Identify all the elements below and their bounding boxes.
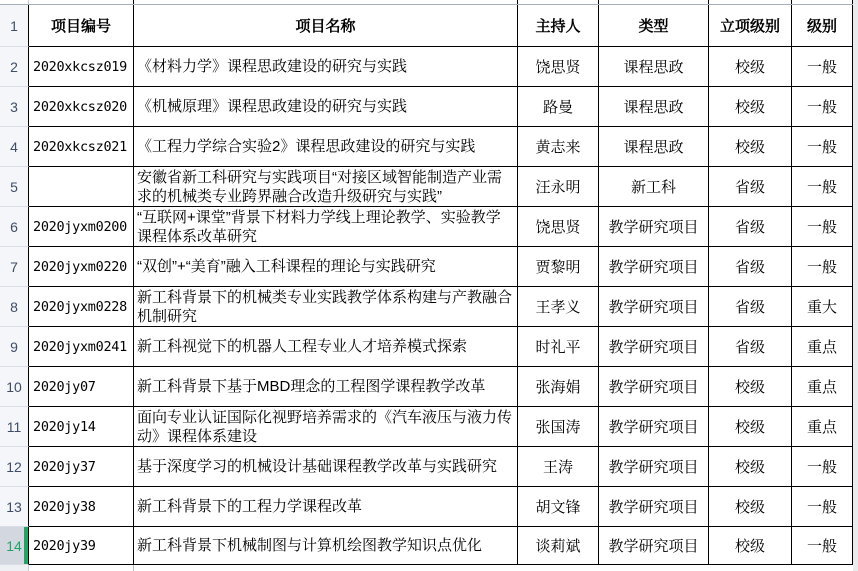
approval-level-cell[interactable]: 省级 bbox=[709, 327, 792, 367]
project-code-cell[interactable]: 2020jy38 bbox=[29, 487, 134, 527]
approval-level-cell[interactable]: 校级 bbox=[709, 367, 792, 407]
approval-level-cell[interactable]: 校级 bbox=[709, 127, 792, 167]
row-number-cell[interactable]: 7 bbox=[0, 247, 29, 287]
project-name-cell[interactable]: 新工科背景下机械制图与计算机绘图教学知识点优化 bbox=[134, 527, 518, 565]
partial-row-header bbox=[0, 565, 29, 571]
row-number-cell[interactable]: 9 bbox=[0, 327, 29, 367]
row-number-cell[interactable]: 11 bbox=[0, 407, 29, 447]
type-cell[interactable]: 教学研究项目 bbox=[599, 287, 709, 327]
approval-level-cell[interactable]: 校级 bbox=[709, 407, 792, 447]
type-cell[interactable]: 教学研究项目 bbox=[599, 207, 709, 247]
row-number-cell[interactable]: 1 bbox=[0, 5, 29, 47]
leader-cell[interactable]: 张海娟 bbox=[518, 367, 599, 407]
grade-cell[interactable]: 重点 bbox=[792, 327, 853, 367]
grade-cell[interactable]: 一般 bbox=[792, 127, 853, 167]
leader-cell[interactable]: 路曼 bbox=[518, 87, 599, 127]
project-name-cell[interactable]: 《机械原理》课程思政建设的研究与实践 bbox=[134, 87, 518, 127]
table-row bbox=[0, 407, 853, 447]
project-code-cell[interactable]: 2020jyxm0241 bbox=[29, 327, 134, 367]
project-code-cell[interactable]: 2020jyxm0228 bbox=[29, 287, 134, 327]
leader-cell[interactable]: 饶思贤 bbox=[518, 47, 599, 87]
type-cell[interactable]: 教学研究项目 bbox=[599, 247, 709, 287]
project-code-cell[interactable]: 2020jy07 bbox=[29, 367, 134, 407]
project-name-cell[interactable]: 新工科背景下基于MBD理念的工程图学课程教学改革 bbox=[134, 367, 518, 407]
column-header-approval-level[interactable]: 立项级别 bbox=[709, 5, 792, 47]
row-number-cell[interactable]: 8 bbox=[0, 287, 29, 327]
table-row bbox=[0, 367, 853, 407]
project-name-cell[interactable]: 新工科背景下的工程力学课程改革 bbox=[134, 487, 518, 527]
row-number-cell[interactable]: 10 bbox=[0, 367, 29, 407]
table-row bbox=[0, 487, 853, 527]
grade-cell[interactable]: 一般 bbox=[792, 247, 853, 287]
project-name-cell[interactable]: 新工科视觉下的机器人工程专业人才培养模式探索 bbox=[134, 327, 518, 367]
approval-level-cell[interactable]: 校级 bbox=[709, 47, 792, 87]
row-number-cell[interactable]: 6 bbox=[0, 207, 29, 247]
project-code-cell[interactable]: 2020jy37 bbox=[29, 447, 134, 487]
sheet-right-gutter bbox=[853, 0, 858, 571]
type-cell[interactable]: 课程思政 bbox=[599, 47, 709, 87]
row-number-cell[interactable]: 13 bbox=[0, 487, 29, 527]
leader-cell[interactable]: 汪永明 bbox=[518, 167, 599, 207]
project-code-cell[interactable]: 2020jyxm0200 bbox=[29, 207, 134, 247]
leader-cell[interactable]: 黄志来 bbox=[518, 127, 599, 167]
table-row bbox=[0, 287, 853, 327]
approval-level-cell[interactable]: 省级 bbox=[709, 287, 792, 327]
leader-cell[interactable]: 王孝义 bbox=[518, 287, 599, 327]
table-header-row bbox=[0, 5, 853, 47]
approval-level-cell[interactable]: 校级 bbox=[709, 527, 792, 565]
type-cell[interactable]: 课程思政 bbox=[599, 127, 709, 167]
leader-cell[interactable]: 贾黎明 bbox=[518, 247, 599, 287]
project-name-cell[interactable]: 安徽省新工科研究与实践项目“对接区域智能制造产业需求的机械类专业跨界融合改造升级研究与实践” bbox=[134, 167, 518, 207]
column-header-grade[interactable]: 级别 bbox=[792, 5, 853, 47]
leader-cell[interactable]: 王涛 bbox=[518, 447, 599, 487]
project-name-cell[interactable]: 《材料力学》课程思政建设的研究与实践 bbox=[134, 47, 518, 87]
row-number-cell[interactable]: 3 bbox=[0, 87, 29, 127]
approval-level-cell[interactable]: 校级 bbox=[709, 447, 792, 487]
project-name-cell[interactable]: 《工程力学综合实验2》课程思政建设的研究与实践 bbox=[134, 127, 518, 167]
project-code-cell[interactable]: 2020xkcsz021 bbox=[29, 127, 134, 167]
leader-cell[interactable]: 时礼平 bbox=[518, 327, 599, 367]
type-cell[interactable]: 教学研究项目 bbox=[599, 527, 709, 565]
row-number-cell[interactable]: 12 bbox=[0, 447, 29, 487]
row-number-cell[interactable]: 2 bbox=[0, 47, 29, 87]
type-cell[interactable]: 教学研究项目 bbox=[599, 447, 709, 487]
leader-cell[interactable]: 谈莉斌 bbox=[518, 527, 599, 565]
column-header-type[interactable]: 类型 bbox=[599, 5, 709, 47]
approval-level-cell[interactable]: 省级 bbox=[709, 247, 792, 287]
table-row bbox=[0, 207, 853, 247]
grade-cell[interactable]: 一般 bbox=[792, 527, 853, 565]
table-row bbox=[0, 47, 853, 87]
table-row bbox=[0, 87, 853, 127]
grade-cell[interactable]: 一般 bbox=[792, 47, 853, 87]
table-row bbox=[0, 447, 853, 487]
leader-cell[interactable]: 胡文锋 bbox=[518, 487, 599, 527]
row-number-cell[interactable]: 4 bbox=[0, 127, 29, 167]
grade-cell[interactable]: 一般 bbox=[792, 447, 853, 487]
row-number-cell[interactable]: 14 bbox=[0, 527, 29, 565]
table-row bbox=[0, 247, 853, 287]
approval-level-cell[interactable]: 省级 bbox=[709, 167, 792, 207]
grade-cell[interactable]: 重点 bbox=[792, 367, 853, 407]
table-row bbox=[0, 327, 853, 367]
column-header-project-name[interactable]: 项目名称 bbox=[134, 5, 518, 47]
project-code-cell[interactable]: 2020xkcsz019 bbox=[29, 47, 134, 87]
leader-cell[interactable]: 饶思贤 bbox=[518, 207, 599, 247]
grade-cell[interactable]: 一般 bbox=[792, 167, 853, 207]
type-cell[interactable]: 教学研究项目 bbox=[599, 487, 709, 527]
type-cell[interactable]: 新工科 bbox=[599, 167, 709, 207]
project-code-cell[interactable]: 2020jyxm0220 bbox=[29, 247, 134, 287]
type-cell[interactable]: 课程思政 bbox=[599, 87, 709, 127]
project-name-cell[interactable]: 基于深度学习的机械设计基础课程教学改革与实践研究 bbox=[134, 447, 518, 487]
project-name-cell[interactable]: 面向专业认证国际化视野培养需求的《汽车液压与液力传动》课程体系建设 bbox=[134, 407, 518, 447]
cropped-row-below bbox=[0, 565, 853, 571]
grade-cell[interactable]: 一般 bbox=[792, 487, 853, 527]
approval-level-cell[interactable]: 省级 bbox=[709, 207, 792, 247]
column-header-leader[interactable]: 主持人 bbox=[518, 5, 599, 47]
column-header-project-code[interactable]: 项目编号 bbox=[29, 5, 134, 47]
project-name-cell[interactable]: “互联网+课堂”背景下材料力学线上理论教学、实验教学课程体系改革研究 bbox=[134, 207, 518, 247]
row-number-cell[interactable]: 5 bbox=[0, 167, 29, 207]
table-row bbox=[0, 127, 853, 167]
type-cell[interactable]: 教学研究项目 bbox=[599, 407, 709, 447]
grade-cell[interactable]: 重点 bbox=[792, 407, 853, 447]
project-code-cell[interactable] bbox=[29, 167, 134, 207]
projects-table bbox=[0, 5, 853, 565]
approval-level-cell[interactable]: 校级 bbox=[709, 487, 792, 527]
project-name-cell[interactable]: 新工科背景下的机械类专业实践教学体系构建与产教融合机制研究 bbox=[134, 287, 518, 327]
type-cell[interactable]: 教学研究项目 bbox=[599, 327, 709, 367]
project-code-cell[interactable]: 2020jy14 bbox=[29, 407, 134, 447]
table-row bbox=[0, 167, 853, 207]
table-row bbox=[0, 527, 853, 565]
project-code-cell[interactable]: 2020xkcsz020 bbox=[29, 87, 134, 127]
leader-cell[interactable]: 张国涛 bbox=[518, 407, 599, 447]
type-cell[interactable]: 教学研究项目 bbox=[599, 367, 709, 407]
grade-cell[interactable]: 重大 bbox=[792, 287, 853, 327]
approval-level-cell[interactable]: 校级 bbox=[709, 87, 792, 127]
grade-cell[interactable]: 一般 bbox=[792, 87, 853, 127]
project-code-cell[interactable]: 2020jy39 bbox=[29, 527, 134, 565]
grade-cell[interactable]: 一般 bbox=[792, 207, 853, 247]
project-name-cell[interactable]: “双创”+“美育”融入工科课程的理论与实践研究 bbox=[134, 247, 518, 287]
